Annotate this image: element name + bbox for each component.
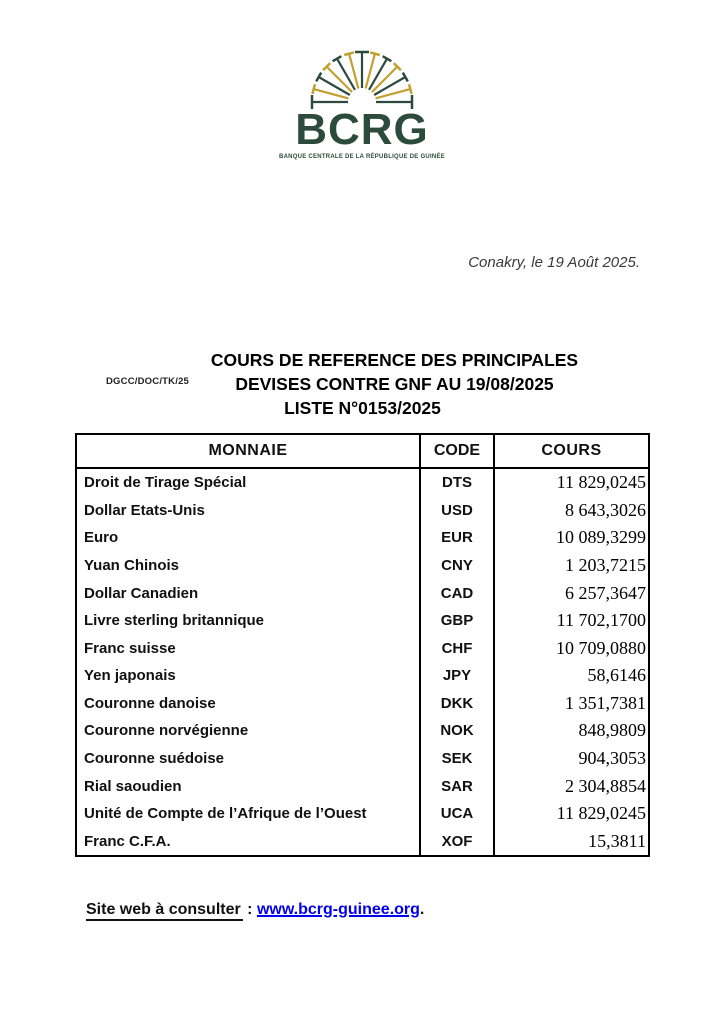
currency-code: DKK: [421, 690, 495, 718]
title-line-1: COURS DE REFERENCE DES PRINCIPALES: [210, 350, 579, 370]
table-row: [77, 552, 648, 580]
title-line-2: DEVISES CONTRE GNF AU 19/08/2025: [235, 374, 554, 394]
table-row: [77, 717, 648, 745]
currency-rate: 2 304,8854: [565, 775, 646, 796]
currency-code: SEK: [421, 745, 495, 773]
reference-code: DGCC/DOC/TK/25: [106, 376, 190, 387]
logo-name: BCRG: [295, 105, 429, 154]
currency-rate: 904,3053: [578, 748, 646, 769]
table-row: [77, 497, 648, 525]
currency-rate: 58,6146: [587, 665, 646, 686]
currency-rate: 6 257,3647: [565, 582, 646, 603]
currency-code: NOK: [421, 717, 495, 745]
currency-rate: 11 702,1700: [556, 610, 646, 631]
table-row: [77, 800, 648, 828]
table-row: [77, 690, 648, 718]
currency-code: EUR: [421, 524, 495, 552]
header-code: CODE: [421, 435, 495, 467]
table-row: [77, 772, 648, 800]
exchange-rates-table: [75, 433, 650, 857]
currency-name: Dollar Canadien: [77, 579, 421, 607]
table-row: [77, 634, 648, 662]
table-row: [77, 662, 648, 690]
date-line: Conakry, le 19 Août 2025.: [468, 254, 640, 271]
bcrg-logo: [0, 50, 724, 160]
table-row: [77, 828, 648, 856]
site-label: Site web à consulter: [86, 901, 243, 921]
table-row: [77, 579, 648, 607]
currency-rate: 10 089,3299: [556, 527, 646, 548]
currency-rate: 8 643,3026: [565, 499, 646, 520]
footer-colon: :: [242, 901, 257, 918]
currency-name: Yen japonais: [77, 662, 421, 690]
currency-code: CAD: [421, 579, 495, 607]
footer-period: .: [419, 901, 425, 918]
table-row: [77, 469, 648, 497]
currency-name: Couronne norvégienne: [77, 717, 421, 745]
table-header-row: [77, 435, 648, 469]
currency-rate: 1 351,7381: [565, 692, 646, 713]
currency-code: USD: [421, 497, 495, 525]
currency-code: SAR: [421, 772, 495, 800]
currency-name: Franc C.F.A.: [77, 828, 421, 856]
currency-name: Couronne danoise: [77, 690, 421, 718]
currency-rate: 848,9809: [578, 720, 646, 741]
document-title: [65, 348, 724, 420]
currency-rate: 15,3811: [588, 830, 646, 851]
currency-code: DTS: [421, 469, 495, 497]
table-row: [77, 524, 648, 552]
title-line-3: LISTE N°0153/2025: [284, 398, 441, 418]
currency-code: GBP: [421, 607, 495, 635]
footer-note: [86, 901, 424, 921]
sunrise-rays-icon: [306, 50, 418, 108]
currency-code: CHF: [421, 634, 495, 662]
currency-rate: 1 203,7215: [565, 555, 646, 576]
table-row: [77, 745, 648, 773]
currency-rate: 10 709,0880: [556, 637, 646, 658]
header-cours: COURS: [541, 442, 602, 459]
table-row: [77, 607, 648, 635]
currency-name: Rial saoudien: [77, 772, 421, 800]
currency-name: Droit de Tirage Spécial: [77, 469, 421, 497]
currency-code: CNY: [421, 552, 495, 580]
currency-rate: 11 829,0245: [556, 472, 646, 493]
currency-name: Yuan Chinois: [77, 552, 421, 580]
header-monnaie: MONNAIE: [77, 435, 421, 467]
currency-code: XOF: [421, 828, 495, 856]
currency-code: UCA: [421, 800, 495, 828]
currency-name: Euro: [77, 524, 421, 552]
currency-name: Livre sterling britannique: [77, 607, 421, 635]
currency-code: JPY: [421, 662, 495, 690]
currency-name: Unité de Compte de l’Afrique de l’Ouest: [77, 800, 421, 828]
currency-rate: 11 829,0245: [556, 803, 646, 824]
currency-name: Franc suisse: [77, 634, 421, 662]
currency-name: Couronne suédoise: [77, 745, 421, 773]
table-body: [77, 469, 648, 855]
logo-tagline: BANQUE CENTRALE DE LA RÉPUBLIQUE DE GUINÉE: [279, 154, 445, 160]
website-link[interactable]: www.bcrg-guinee.org: [256, 901, 420, 918]
currency-name: Dollar Etats-Unis: [77, 497, 421, 525]
